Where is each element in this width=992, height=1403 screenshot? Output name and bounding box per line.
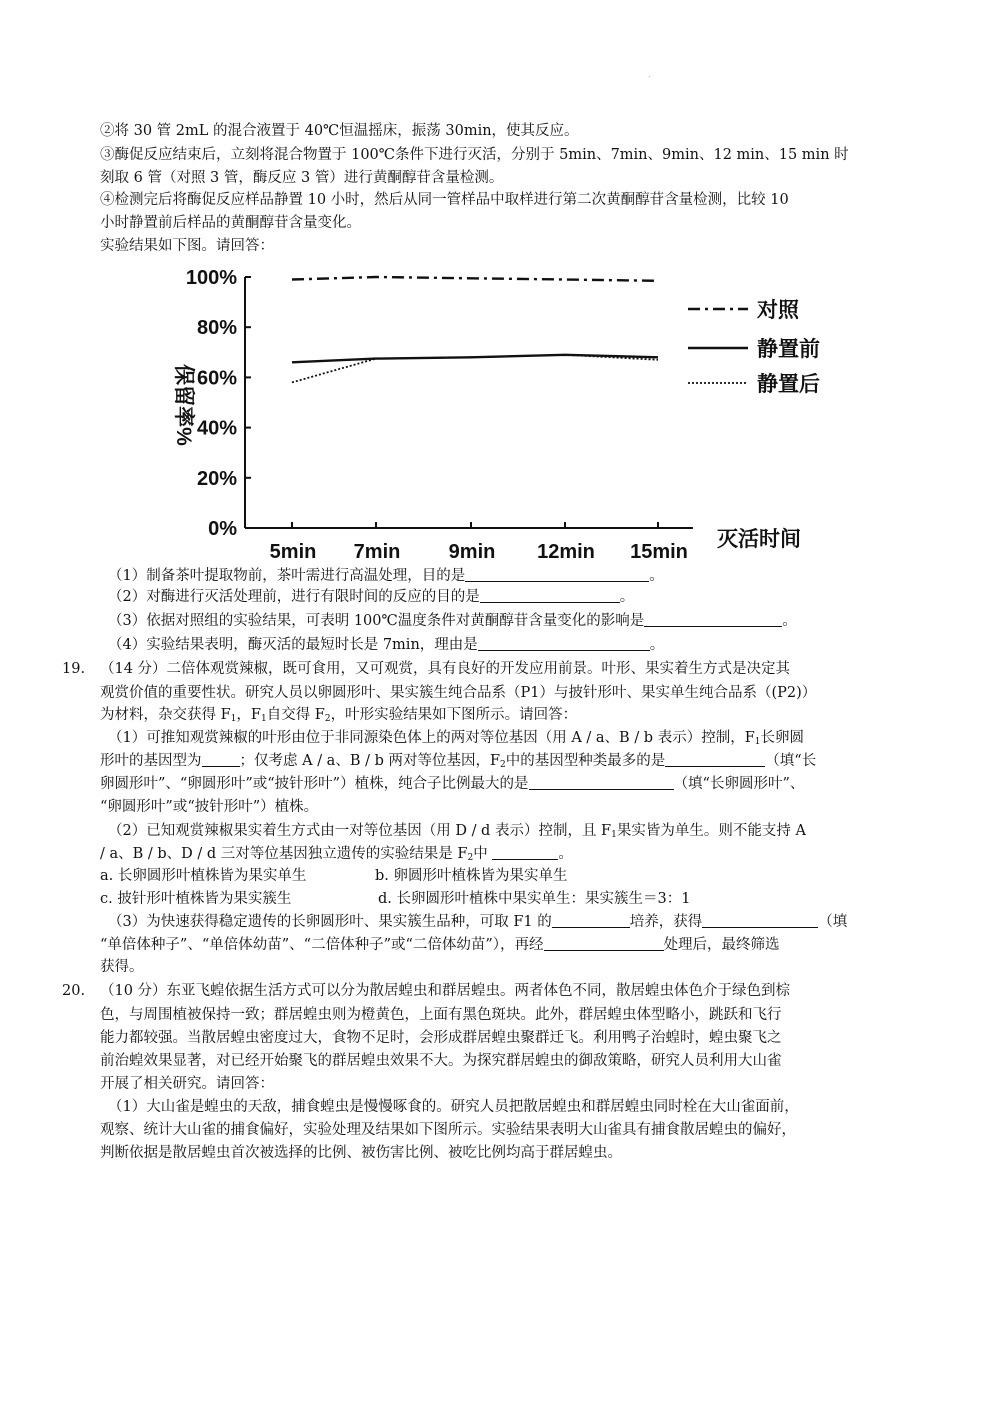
q19-line-2: 观赏价值的重要性状。研究人员以卵圆形叶、果实簇生纯合品系（P1）与披针形叶、果实单生纯合品系（(P2)）	[100, 685, 817, 701]
legend-label: 静置前	[757, 338, 820, 361]
page-mark: .	[648, 70, 651, 79]
step-3-line1: ③酶促反应结束后，立刻将混合物置于 100℃条件下进行灭活，分别于 5min、7min、9min、12 min、15 min 时	[100, 147, 849, 163]
legend-label: 静置后	[757, 373, 820, 396]
answer-blank[interactable]	[665, 751, 765, 767]
q20-part1-line1: （1）大山雀是蝗虫的天敌，捕食蝗虫是慢慢啄食的。研究人员把散居蝗虫和群居蝗虫同时栓在大山雀面前，	[108, 1099, 799, 1115]
answer-blank[interactable]	[480, 587, 620, 603]
answer-blank[interactable]	[644, 611, 782, 627]
q19-line-1: （14 分）二倍体观赏辣椒，既可食用，又可观赏，具有良好的开发应用前景。叶形、果实着生方式是决定其	[100, 661, 791, 677]
option-d: d. 长卵圆形叶植株中果实单生：果实簇生＝3：1	[378, 891, 691, 907]
q20-line-2: 色，与周围植被保持一致；群居蝗虫则为橙黄色，上面有黑色斑块。此外，群居蝗虫体型略小，跳跃和飞行	[100, 1007, 782, 1023]
step-2: ②将 30 管 2mL 的混合液置于 40℃恒温摇床，振荡 30min，使其反应。	[100, 123, 579, 139]
answer-blank[interactable]	[702, 912, 818, 928]
question-18-4: （4）实验结果表明，酶灭活的最短时长是 7min，理由是 。	[108, 637, 665, 653]
y-tick-label: 40%	[196, 417, 237, 440]
step-3-line2: 刻取 6 管（对照 3 管，酶反应 3 管）进行黄酮醇苷含量检测。	[100, 170, 504, 186]
y-axis-label: 保留率%	[172, 364, 195, 446]
q19-part3-line1: （3）为快速获得稳定遗传的长卵圆形叶、果实簇生品种，可取 F1 的 培养，获得 （填	[108, 914, 848, 930]
q19-part2-line1: （2）已知观赏辣椒果实着生方式由一对等位基因（用 D / d 表示）控制，且 $F_1$果实皆为单生。则不能支持 A	[108, 823, 806, 840]
x-axis-label: 灭活时间	[717, 528, 801, 551]
step-4-line1: ④检测完后将酶促反应样品静置 10 小时，然后从同一管样品中取样进行第二次黄酮醇苷含量检测，比较 10	[100, 192, 789, 208]
x-tick-label: 7min	[353, 541, 401, 563]
y-tick-label: 20%	[196, 467, 237, 490]
q19-part2-line2: / a、B / b、D / d 三对等位基因独立遗传的实验结果是 $F_2$中 。	[100, 846, 573, 863]
y-tick-label: 100%	[185, 267, 237, 289]
answer-blank[interactable]	[492, 844, 558, 860]
question-18-1: （1）制备茶叶提取物前，茶叶需进行高温处理，目的是 。	[108, 568, 664, 584]
q20-line-4: 前治蝗效果显著，对已经开始聚飞的群居蝗虫效果不大。为探究群居蝗虫的御敌策略，研究人员利用大山雀	[100, 1053, 782, 1069]
q19-part1-line3: 卵圆形叶”、“卵圆形叶”或“披针形叶”）植株，纯合子比例最大的是 （填“长卵圆形叶”、	[100, 776, 805, 792]
x-tick-label: 15min	[630, 541, 688, 563]
answer-blank[interactable]	[552, 912, 630, 928]
x-tick-label: 12min	[537, 541, 595, 563]
answer-blank[interactable]	[529, 774, 674, 790]
question-18-3: （3）依据对照组的实验结果，可表明 100℃温度条件对黄酮醇苷含量变化的影响是 。	[108, 613, 797, 629]
option-b: b. 卵圆形叶植株皆为果实单生	[375, 868, 568, 884]
answer-blank[interactable]	[465, 566, 649, 582]
results-intro: 实验结果如下图。请回答：	[100, 238, 274, 254]
answer-blank[interactable]	[202, 751, 240, 767]
question-19-number: 19.	[62, 661, 86, 677]
legend-label: 对照	[757, 299, 799, 322]
q19-part3-line2: “单倍体种子”、“单倍体幼苗”、“二倍体种子”或“二倍体幼苗”），再经 处理后，最终筛选	[100, 937, 780, 953]
question-18-2: （2）对酶进行灭活处理前，进行有限时间的反应的目的是 。	[108, 589, 635, 605]
q19-part1-line1: （1）可推知观赏辣椒的叶形由位于非同源染色体上的两对等位基因（用 A / a、B / b 表示）控制，$F_1$长卵圆	[108, 730, 804, 747]
option-c: c. 披针形叶植株皆为果实簇生	[100, 891, 292, 907]
series-line-静置前	[292, 355, 658, 363]
q19-part1-line4: “卵圆形叶”或“披针形叶”）植株。	[100, 799, 319, 815]
x-tick-label: 9min	[448, 541, 496, 563]
x-tick-label: 5min	[269, 541, 317, 563]
q19-part3-line3: 获得。	[100, 959, 144, 975]
retention-chart	[145, 257, 820, 565]
y-tick-label: 60%	[196, 367, 237, 390]
question-20-number: 20.	[62, 983, 86, 999]
series-line-对照	[292, 277, 658, 281]
q20-part1-line2: 观察、统计大山雀的捕食偏好，实验处理及结果如下图所示。实验结果表明大山雀具有捕食散居蝗虫的偏好，	[100, 1122, 796, 1138]
y-tick-label: 0%	[208, 518, 237, 540]
answer-blank[interactable]	[544, 935, 664, 951]
y-tick-label: 80%	[196, 317, 237, 340]
q20-line-1: （10 分）东亚飞蝗依据生活方式可以分为散居蝗虫和群居蝗虫。两者体色不同，散居蝗虫体色介于绿色到棕	[100, 983, 791, 999]
q20-part1-line3: 判断依据是散居蝗虫首次被选择的比例、被伤害比例、被吃比例均高于群居蝗虫。	[100, 1145, 622, 1161]
q20-line-5: 开展了相关研究。请回答：	[100, 1076, 274, 1092]
q19-line-3: 为材料，杂交获得 $F_1$，$F_1$自交得 $F_2$，叶形实验结果如下图所示。请回答：	[100, 707, 578, 724]
q20-line-3: 能力都较强。当散居蝗虫密度过大，食物不足时，会形成群居蝗虫聚群迁飞。利用鸭子治蝗时，蝗虫聚飞之	[100, 1030, 782, 1046]
answer-blank[interactable]	[478, 635, 650, 651]
q19-part1-line2: 形叶的基因型为 ；仅考虑 A / a、B / b 两对等位基因，$F_2$中的基因型种类最多的是 （填“长	[100, 753, 817, 770]
option-a: a. 长卵圆形叶植株皆为果实单生	[100, 868, 307, 884]
step-4-line2: 小时静置前后样品的黄酮醇苷含量变化。	[100, 215, 361, 231]
